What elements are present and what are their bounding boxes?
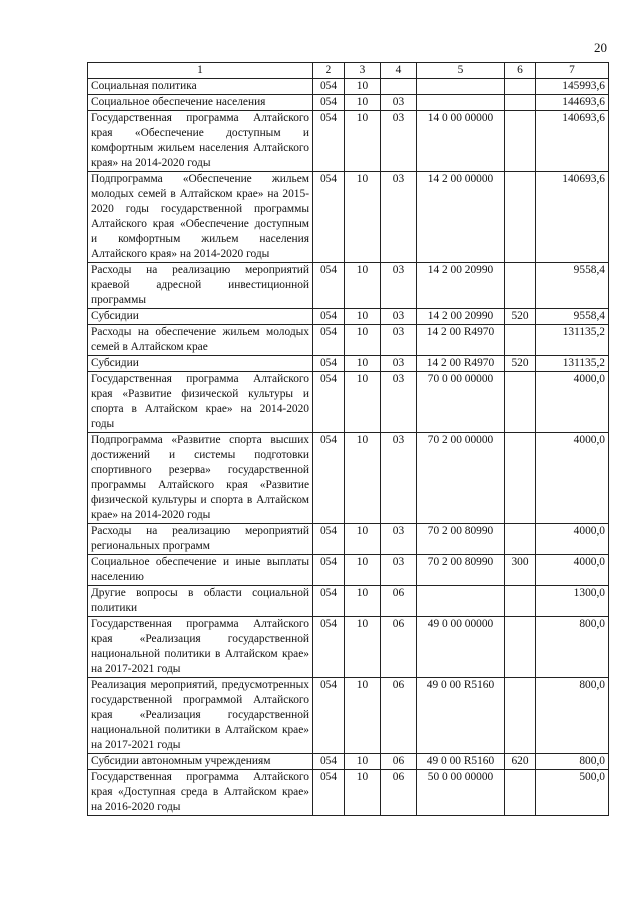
- ministry-code-cell: 054: [313, 586, 345, 617]
- target-article-cell: 50 0 00 00000: [417, 770, 505, 816]
- section-code-cell: 10: [345, 309, 381, 325]
- subsection-code-cell: 03: [381, 356, 417, 372]
- target-article-cell: 49 0 00 00000: [417, 617, 505, 678]
- amount-cell: 9558,4: [536, 263, 609, 309]
- amount-cell: 144693,6: [536, 95, 609, 111]
- item-name-cell: Социальное обеспечение населения: [88, 95, 313, 111]
- ministry-code-cell: 054: [313, 770, 345, 816]
- table-row: [88, 770, 609, 816]
- ministry-code-cell: 054: [313, 172, 345, 263]
- expense-type-cell: [505, 678, 536, 754]
- table-row: [88, 555, 609, 586]
- section-code-cell: 10: [345, 433, 381, 524]
- ministry-code-cell: 054: [313, 617, 345, 678]
- subsection-code-cell: 06: [381, 617, 417, 678]
- section-code-cell: 10: [345, 95, 381, 111]
- target-article-cell: 70 2 00 00000: [417, 433, 505, 524]
- amount-cell: 145993,6: [536, 79, 609, 95]
- item-name-cell: Государственная программа Алтайского края «Доступная среда в Алтайском крае» на 2016-2020 годы: [88, 770, 313, 816]
- expense-type-cell: 300: [505, 555, 536, 586]
- ministry-code-cell: 054: [313, 372, 345, 433]
- page-number: 20: [594, 40, 607, 55]
- expense-type-cell: [505, 586, 536, 617]
- column-header: 5: [417, 63, 505, 79]
- target-article-cell: [417, 586, 505, 617]
- expense-type-cell: [505, 617, 536, 678]
- table-row: [88, 754, 609, 770]
- target-article-cell: 70 2 00 80990: [417, 555, 505, 586]
- item-name-cell: Государственная программа Алтайского края «Реализация государственной национальной политики в Алтайском крае» на 2017-2021 годы: [88, 617, 313, 678]
- expense-type-cell: [505, 524, 536, 555]
- subsection-code-cell: 03: [381, 111, 417, 172]
- subsection-code-cell: 03: [381, 95, 417, 111]
- table-row: [88, 524, 609, 555]
- column-header: 7: [536, 63, 609, 79]
- amount-cell: 131135,2: [536, 325, 609, 356]
- expense-type-cell: [505, 770, 536, 816]
- amount-cell: 800,0: [536, 617, 609, 678]
- target-article-cell: 14 2 00 20990: [417, 263, 505, 309]
- ministry-code-cell: 054: [313, 555, 345, 586]
- amount-cell: 1300,0: [536, 586, 609, 617]
- section-code-cell: 10: [345, 172, 381, 263]
- subsection-code-cell: 03: [381, 325, 417, 356]
- amount-cell: 140693,6: [536, 172, 609, 263]
- target-article-cell: 70 0 00 00000: [417, 372, 505, 433]
- item-name-cell: Субсидии: [88, 309, 313, 325]
- ministry-code-cell: 054: [313, 309, 345, 325]
- ministry-code-cell: 054: [313, 325, 345, 356]
- table-row: [88, 356, 609, 372]
- target-article-cell: 14 2 00 R4970: [417, 356, 505, 372]
- section-code-cell: 10: [345, 524, 381, 555]
- ministry-code-cell: 054: [313, 95, 345, 111]
- expense-type-cell: 620: [505, 754, 536, 770]
- ministry-code-cell: 054: [313, 678, 345, 754]
- subsection-code-cell: 03: [381, 524, 417, 555]
- section-code-cell: 10: [345, 617, 381, 678]
- column-header: 4: [381, 63, 417, 79]
- ministry-code-cell: 054: [313, 524, 345, 555]
- section-code-cell: 10: [345, 372, 381, 433]
- expense-type-cell: [505, 111, 536, 172]
- section-code-cell: 10: [345, 678, 381, 754]
- expense-type-cell: [505, 95, 536, 111]
- table-row: [88, 372, 609, 433]
- section-code-cell: 10: [345, 79, 381, 95]
- item-name-cell: Подпрограмма «Развитие спорта высших достижений и системы подготовки спортивного резерва» государственной программы Алтайского края «Развитие физической культуры и спорта в Алтайском крае» на 2014-2020 годы: [88, 433, 313, 524]
- ministry-code-cell: 054: [313, 79, 345, 95]
- table-row: [88, 79, 609, 95]
- expense-type-cell: [505, 263, 536, 309]
- section-code-cell: 10: [345, 754, 381, 770]
- item-name-cell: Социальное обеспечение и иные выплаты населению: [88, 555, 313, 586]
- amount-cell: 4000,0: [536, 372, 609, 433]
- subsection-code-cell: 03: [381, 172, 417, 263]
- ministry-code-cell: 054: [313, 433, 345, 524]
- ministry-code-cell: 054: [313, 754, 345, 770]
- table-row: [88, 95, 609, 111]
- ministry-code-cell: 054: [313, 263, 345, 309]
- section-code-cell: 10: [345, 356, 381, 372]
- item-name-cell: Реализация мероприятий, предусмотренных государственной программой Алтайского края «Реализация государственной национальной политики в Алтайском крае» на 2017-2021 годы: [88, 678, 313, 754]
- expense-type-cell: [505, 372, 536, 433]
- table-row: [88, 678, 609, 754]
- target-article-cell: 49 0 00 R5160: [417, 754, 505, 770]
- item-name-cell: Государственная программа Алтайского края «Обеспечение доступным и комфортным жильем населения Алтайского края» на 2014-2020 годы: [88, 111, 313, 172]
- section-code-cell: 10: [345, 586, 381, 617]
- amount-cell: 140693,6: [536, 111, 609, 172]
- amount-cell: 800,0: [536, 754, 609, 770]
- column-header: 2: [313, 63, 345, 79]
- expense-type-cell: [505, 433, 536, 524]
- column-header: 3: [345, 63, 381, 79]
- item-name-cell: Субсидии автономным учреждениям: [88, 754, 313, 770]
- section-code-cell: 10: [345, 770, 381, 816]
- subsection-code-cell: 03: [381, 309, 417, 325]
- table-row: [88, 309, 609, 325]
- item-name-cell: Социальная политика: [88, 79, 313, 95]
- subsection-code-cell: 03: [381, 433, 417, 524]
- expense-type-cell: 520: [505, 356, 536, 372]
- expense-type-cell: [505, 325, 536, 356]
- subsection-code-cell: 03: [381, 555, 417, 586]
- header-row: [88, 63, 609, 79]
- amount-cell: 9558,4: [536, 309, 609, 325]
- budget-table: [87, 62, 609, 816]
- table-row: [88, 325, 609, 356]
- subsection-code-cell: 06: [381, 770, 417, 816]
- target-article-cell: [417, 79, 505, 95]
- target-article-cell: 14 2 00 00000: [417, 172, 505, 263]
- item-name-cell: Другие вопросы в области социальной политики: [88, 586, 313, 617]
- amount-cell: 500,0: [536, 770, 609, 816]
- item-name-cell: Расходы на реализацию мероприятий краевой адресной инвестиционной программы: [88, 263, 313, 309]
- expense-type-cell: 520: [505, 309, 536, 325]
- ministry-code-cell: 054: [313, 356, 345, 372]
- subsection-code-cell: 06: [381, 678, 417, 754]
- table-row: [88, 111, 609, 172]
- ministry-code-cell: 054: [313, 111, 345, 172]
- item-name-cell: Государственная программа Алтайского края «Развитие физической культуры и спорта в Алтайском крае» на 2014-2020 годы: [88, 372, 313, 433]
- expense-type-cell: [505, 172, 536, 263]
- table-row: [88, 586, 609, 617]
- target-article-cell: 14 0 00 00000: [417, 111, 505, 172]
- column-header: 6: [505, 63, 536, 79]
- target-article-cell: 14 2 00 20990: [417, 309, 505, 325]
- column-header: 1: [88, 63, 313, 79]
- amount-cell: 4000,0: [536, 555, 609, 586]
- subsection-code-cell: 06: [381, 586, 417, 617]
- target-article-cell: [417, 95, 505, 111]
- item-name-cell: Расходы на обеспечение жильем молодых семей в Алтайском крае: [88, 325, 313, 356]
- table-row: [88, 263, 609, 309]
- table-row: [88, 172, 609, 263]
- item-name-cell: Субсидии: [88, 356, 313, 372]
- subsection-code-cell: [381, 79, 417, 95]
- amount-cell: 800,0: [536, 678, 609, 754]
- amount-cell: 4000,0: [536, 524, 609, 555]
- amount-cell: 131135,2: [536, 356, 609, 372]
- section-code-cell: 10: [345, 325, 381, 356]
- subsection-code-cell: 03: [381, 263, 417, 309]
- target-article-cell: 49 0 00 R5160: [417, 678, 505, 754]
- section-code-cell: 10: [345, 111, 381, 172]
- expense-type-cell: [505, 79, 536, 95]
- table-row: [88, 617, 609, 678]
- section-code-cell: 10: [345, 263, 381, 309]
- table-row: [88, 433, 609, 524]
- item-name-cell: Подпрограмма «Обеспечение жильем молодых семей в Алтайском крае» на 2015-2020 годы государственной программы Алтайского края «Обеспечение доступным и комфортным жильем населения Алтайского края» на 2014-2020 годы: [88, 172, 313, 263]
- target-article-cell: 14 2 00 R4970: [417, 325, 505, 356]
- item-name-cell: Расходы на реализацию мероприятий региональных программ: [88, 524, 313, 555]
- amount-cell: 4000,0: [536, 433, 609, 524]
- section-code-cell: 10: [345, 555, 381, 586]
- subsection-code-cell: 03: [381, 372, 417, 433]
- target-article-cell: 70 2 00 80990: [417, 524, 505, 555]
- subsection-code-cell: 06: [381, 754, 417, 770]
